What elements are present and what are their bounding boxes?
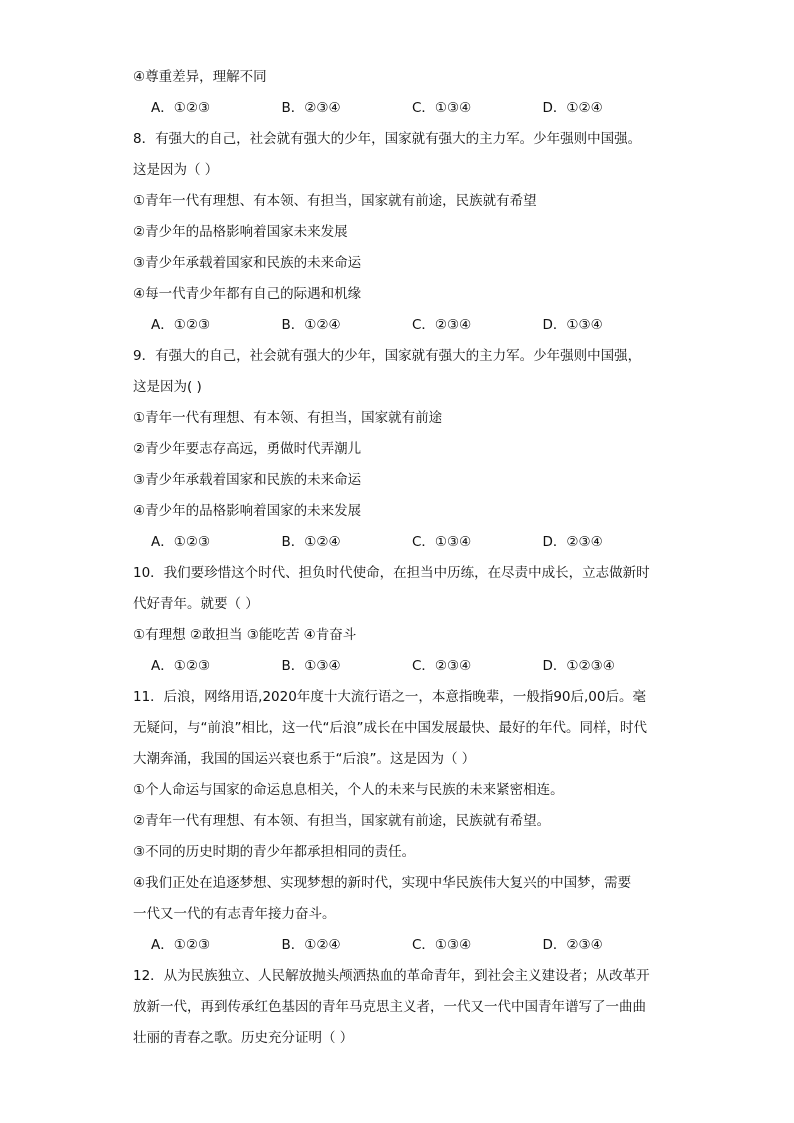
text-line: ①青年一代有理想、有本领、有担当，国家就有前途，民族就有希望 (133, 193, 537, 209)
text-line: 一代又一代的有志青年接力奋斗。 (133, 906, 336, 922)
text-line: ②青少年要志存高远，勇做时代弄潮儿 (133, 441, 362, 457)
answer-option: A．①②③ (151, 937, 211, 953)
text-line: 9．有强大的自己，社会就有强大的少年，国家就有强大的主力军。少年强则中国强， (133, 348, 642, 364)
answer-option: A．①②③ (151, 658, 211, 674)
text-line: 11．后浪，网络用语,2020年度十大流行语之一，本意指晚辈，一般指90后,00后。毫 (133, 689, 646, 705)
answer-option: C．①③④ (412, 534, 472, 550)
text-line: ④青少年的品格影响着国家的未来发展 (133, 503, 362, 519)
text-line: ③不同的历史时期的青少年都承担相同的责任。 (133, 844, 416, 860)
answer-option: D．①②④ (542, 100, 603, 116)
answer-option: D．②③④ (542, 937, 603, 953)
text-line: 大潮奔涌，我国的国运兴衰也系于“后浪”。这是因为（ ） (133, 751, 476, 767)
answer-options (133, 930, 673, 961)
text-line: ①有理想 ②敢担当 ③能吃苦 ④肯奋斗 (133, 627, 357, 643)
answer-option: B．①②④ (281, 317, 341, 333)
answer-option: B．②③④ (281, 100, 341, 116)
answer-option: B．①②④ (281, 534, 341, 550)
answer-options (133, 651, 673, 682)
text-line: ③青少年承载着国家和民族的未来命运 (133, 472, 362, 488)
text-line: 壮丽的青春之歌。历史充分证明（ ） (133, 1030, 354, 1046)
answer-option: C．②③④ (412, 317, 472, 333)
text-line: 这是因为( ) (133, 379, 202, 395)
answer-option: C．①③④ (412, 937, 472, 953)
text-line: ②青年一代有理想、有本领、有担当，国家就有前途，民族就有希望。 (133, 813, 551, 829)
text-line: ④尊重差异，理解不同 (133, 69, 267, 85)
text-line: 10．我们要珍惜这个时代、担负时代使命，在担当中历练，在尽责中成长，立志做新时 (133, 565, 650, 581)
question-list (133, 62, 673, 1054)
answer-options (133, 527, 673, 558)
answer-options (133, 93, 673, 124)
answer-option: C．②③④ (412, 658, 472, 674)
text-line: ②青少年的品格影响着国家未来发展 (133, 224, 348, 240)
text-line: ③青少年承载着国家和民族的未来命运 (133, 255, 362, 271)
answer-option: D．①③④ (542, 317, 603, 333)
text-line: 放新一代，再到传承红色基因的青年马克思主义者，一代又一代中国青年谱写了一曲曲 (133, 999, 646, 1015)
answer-option: B．①③④ (281, 658, 341, 674)
answer-option: A．①②③ (151, 100, 211, 116)
answer-option: D．②③④ (542, 534, 603, 550)
answer-options (133, 310, 673, 341)
text-line: ④每一代青少年都有自己的际遇和机缘 (133, 286, 362, 302)
text-line: 12．从为民族独立、人民解放抛头颅洒热血的革命青年，到社会主义建设者；从改革开 (133, 968, 650, 984)
answer-option: C．①③④ (412, 100, 472, 116)
text-line: 8．有强大的自己，社会就有强大的少年，国家就有强大的主力军。少年强则中国强。 (133, 131, 642, 147)
answer-option: B．①②④ (281, 937, 341, 953)
text-line: ①个人命运与国家的命运息息相关，个人的未来与民族的未来紧密相连。 (133, 782, 564, 798)
answer-option: A．①②③ (151, 534, 211, 550)
answer-option: A．①②③ (151, 317, 211, 333)
text-line: ①青年一代有理想、有本领、有担当，国家就有前途 (133, 410, 443, 426)
text-line: 无疑问，与“前浪”相比，这一代“后浪”成长在中国发展最快、最好的年代。同样，时代 (133, 720, 647, 736)
text-line: 这是因为（ ） (133, 162, 219, 178)
answer-option: D．①②③④ (542, 658, 615, 674)
text-line: ④我们正处在追逐梦想、实现梦想的新时代，实现中华民族伟大复兴的中国梦，需要 (133, 875, 632, 891)
text-line: 代好青年。就要（ ） (133, 596, 259, 612)
